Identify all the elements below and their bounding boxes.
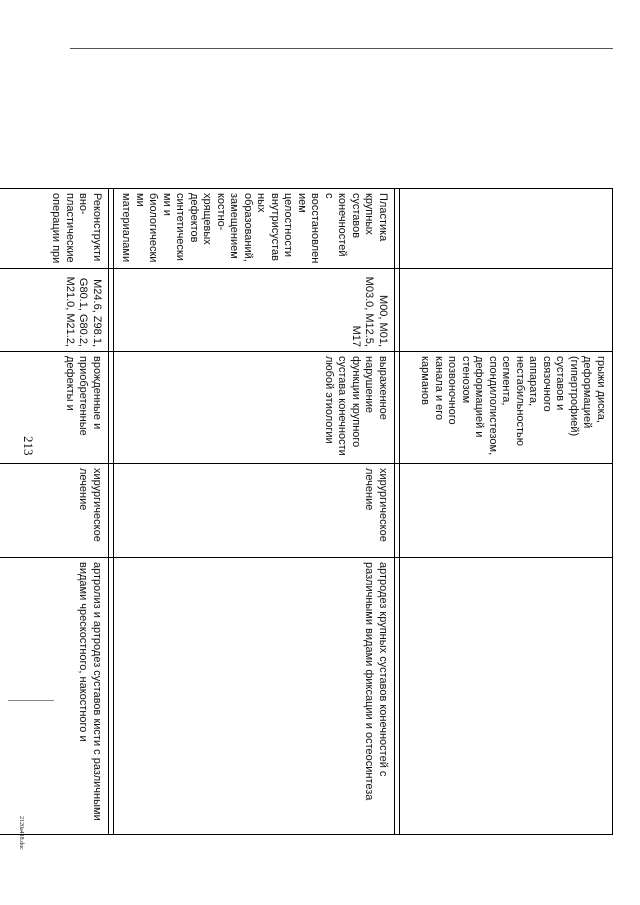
icd-codes-cell: M24.6, Z98.1, G80.1, G80.2, M21.0, M21.2, (0, 269, 109, 352)
icd-codes-cell: M00, M01, M03.0, M12.5, M17 (114, 269, 395, 352)
icd-codes-cell (400, 269, 613, 352)
patient-model-cell: грыжи диска, деформацией (гипертрофией) суставов и связочного аппарата, нестабильностью сегмента, спондилолистезом, деформацией и стенозом позвоночного канала и его карманов (400, 352, 613, 464)
treatment-method-cell: артродез крупных суставов конечностей с различными видами фиксации и остеосинтеза (114, 558, 395, 835)
procedure-name-cell (400, 189, 613, 269)
table-row (400, 189, 613, 835)
treatment-type-cell: хирургическое лечение (114, 464, 395, 558)
treatment-method-cell: артролиз и артродез суставов кисти с различными видами чрескостного, накостного и (0, 558, 109, 835)
patient-model-cell: выраженное нарушение функции крупного сустава конечности любой этиологии (114, 352, 395, 464)
table-row (0, 189, 109, 835)
page-number: 213 (21, 436, 36, 456)
patient-model-cell: врожденные и приобретенные дефекты и (0, 352, 109, 464)
row-separator (109, 189, 114, 835)
document-id: 2120a418.doc (18, 816, 24, 850)
medical-procedures-table (0, 188, 613, 835)
treatment-type-cell: хирургическое лечение (0, 464, 109, 558)
table-row (114, 189, 395, 835)
treatment-type-cell (400, 464, 613, 558)
row-separator (395, 189, 400, 835)
treatment-method-cell (400, 558, 613, 835)
procedure-name-cell: Пластика крупных суставов конечностей с восстановлением целостности внутрисуставных образований, замещением костно-хрящевых дефектов синтетическими и биологическими материалами (114, 189, 395, 269)
procedure-name-cell: Реконструктивно-пластические операции при (0, 189, 109, 269)
rotated-page-content (50, 48, 613, 834)
